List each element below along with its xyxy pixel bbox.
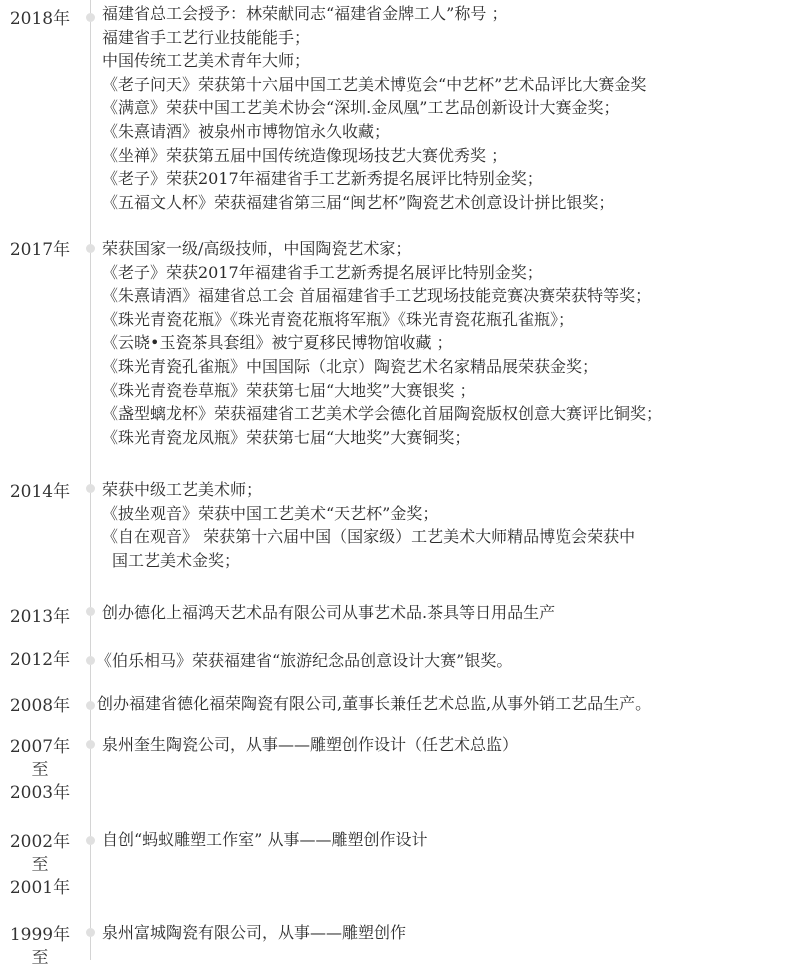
timeline-dot-icon [86,607,95,616]
entry-text: 荣获中级工艺美术师； 《披坐观音》荣获中国工艺美术“天艺杯”金奖； 《自在观音》 荣获第十六届中国（国家级）工艺美术大师精品博览会荣获中 国工艺美术金奖； [102,480,636,570]
timeline-dot-icon [86,836,95,845]
timeline-dot-icon [86,928,95,937]
entry-text: 创办德化上福鸿天艺术品有限公司从事艺术品.茶具等日用品生产 [102,603,556,622]
entry-text: 自创“蚂蚁雕塑工作室” 从事——雕塑创作设计 [102,830,428,849]
year-label: 2008年 [9,696,71,716]
entry-text: 《伯乐相马》荣获福建省“旅游纪念品创意设计大赛”银奖。 [96,651,513,670]
year-label: 2017年 [9,240,71,260]
entry-text: 泉州奎生陶瓷公司，从事——雕塑创作设计（任艺术总监） [102,735,519,754]
entry-text: 泉州富城陶瓷有限公司，从事——雕塑创作 [102,923,407,942]
year-label: 2018年 [9,9,71,29]
entry-text: 福建省总工会授予：林荣献同志“福建省金牌工人”称号 ； 福建省手工艺行业技能能手； 中国传统工艺美术青年大师； 《老子问天》荣获第十六届中国工艺美术博览会“中艺杯”艺术品评比大赛金奖 《满意》荣获中国工艺美术协会“深圳.金凤凰”工艺品创新设计大赛金奖； 《朱熹请酒》被泉州市博物馆永久收藏； 《坐禅》荣获第五届中国传统造像现场技艺大赛优秀奖 ； 《老子》荣获2017年福建省手工艺新秀提名展评比特别金奖； 《五福文人杯》荣获福建省第三届“闽艺杯”陶瓷艺术创意设计拼比银奖； [102,4,647,212]
year-label: 2013年 [9,607,71,627]
timeline-dot-icon [86,656,95,665]
year-label: 2012年 [9,650,71,670]
timeline-dot-icon [86,13,95,22]
entry-text: 荣获国家一级/高级技师，中国陶瓷艺术家； 《老子》荣获2017年福建省手工艺新秀提名展评比特别金奖； 《朱熹请酒》福建省总工会 首届福建省手工艺现场技能竞赛决赛荣获特等奖； 《珠光青瓷花瓶》《珠光青瓷花瓶将军瓶》《珠光青瓷花瓶孔雀瓶》； 《云晓•玉瓷茶具套组》被宁夏移民博物馆收藏 ； 《珠光青瓷孔雀瓶》中国国际（北京）陶瓷艺术名家精品展荣获金奖； 《珠光青瓷卷草瓶》荣获第七届“大地奖”大赛银奖 ； 《盏型螭龙杯》荣获福建省工艺美术学会德化首届陶瓷版权创意大赛评比铜奖； 《珠光青瓷龙凤瓶》荣获第七届“大地奖”大赛铜奖； [102,239,663,447]
entry-text: 创办福建省德化福荣陶瓷有限公司,董事长兼任艺术总监,从事外销工艺品生产。 [97,694,652,713]
year-label: 1999年 至 [9,925,71,968]
timeline-dot-icon [86,701,95,710]
timeline-axis [90,0,91,960]
timeline-dot-icon [86,244,95,253]
year-label: 2007年 至 2003年 [9,737,71,803]
timeline-dot-icon [86,740,95,749]
year-label: 2002年 至 2001年 [9,832,71,898]
timeline-dot-icon [86,484,95,493]
year-label: 2014年 [9,482,71,502]
